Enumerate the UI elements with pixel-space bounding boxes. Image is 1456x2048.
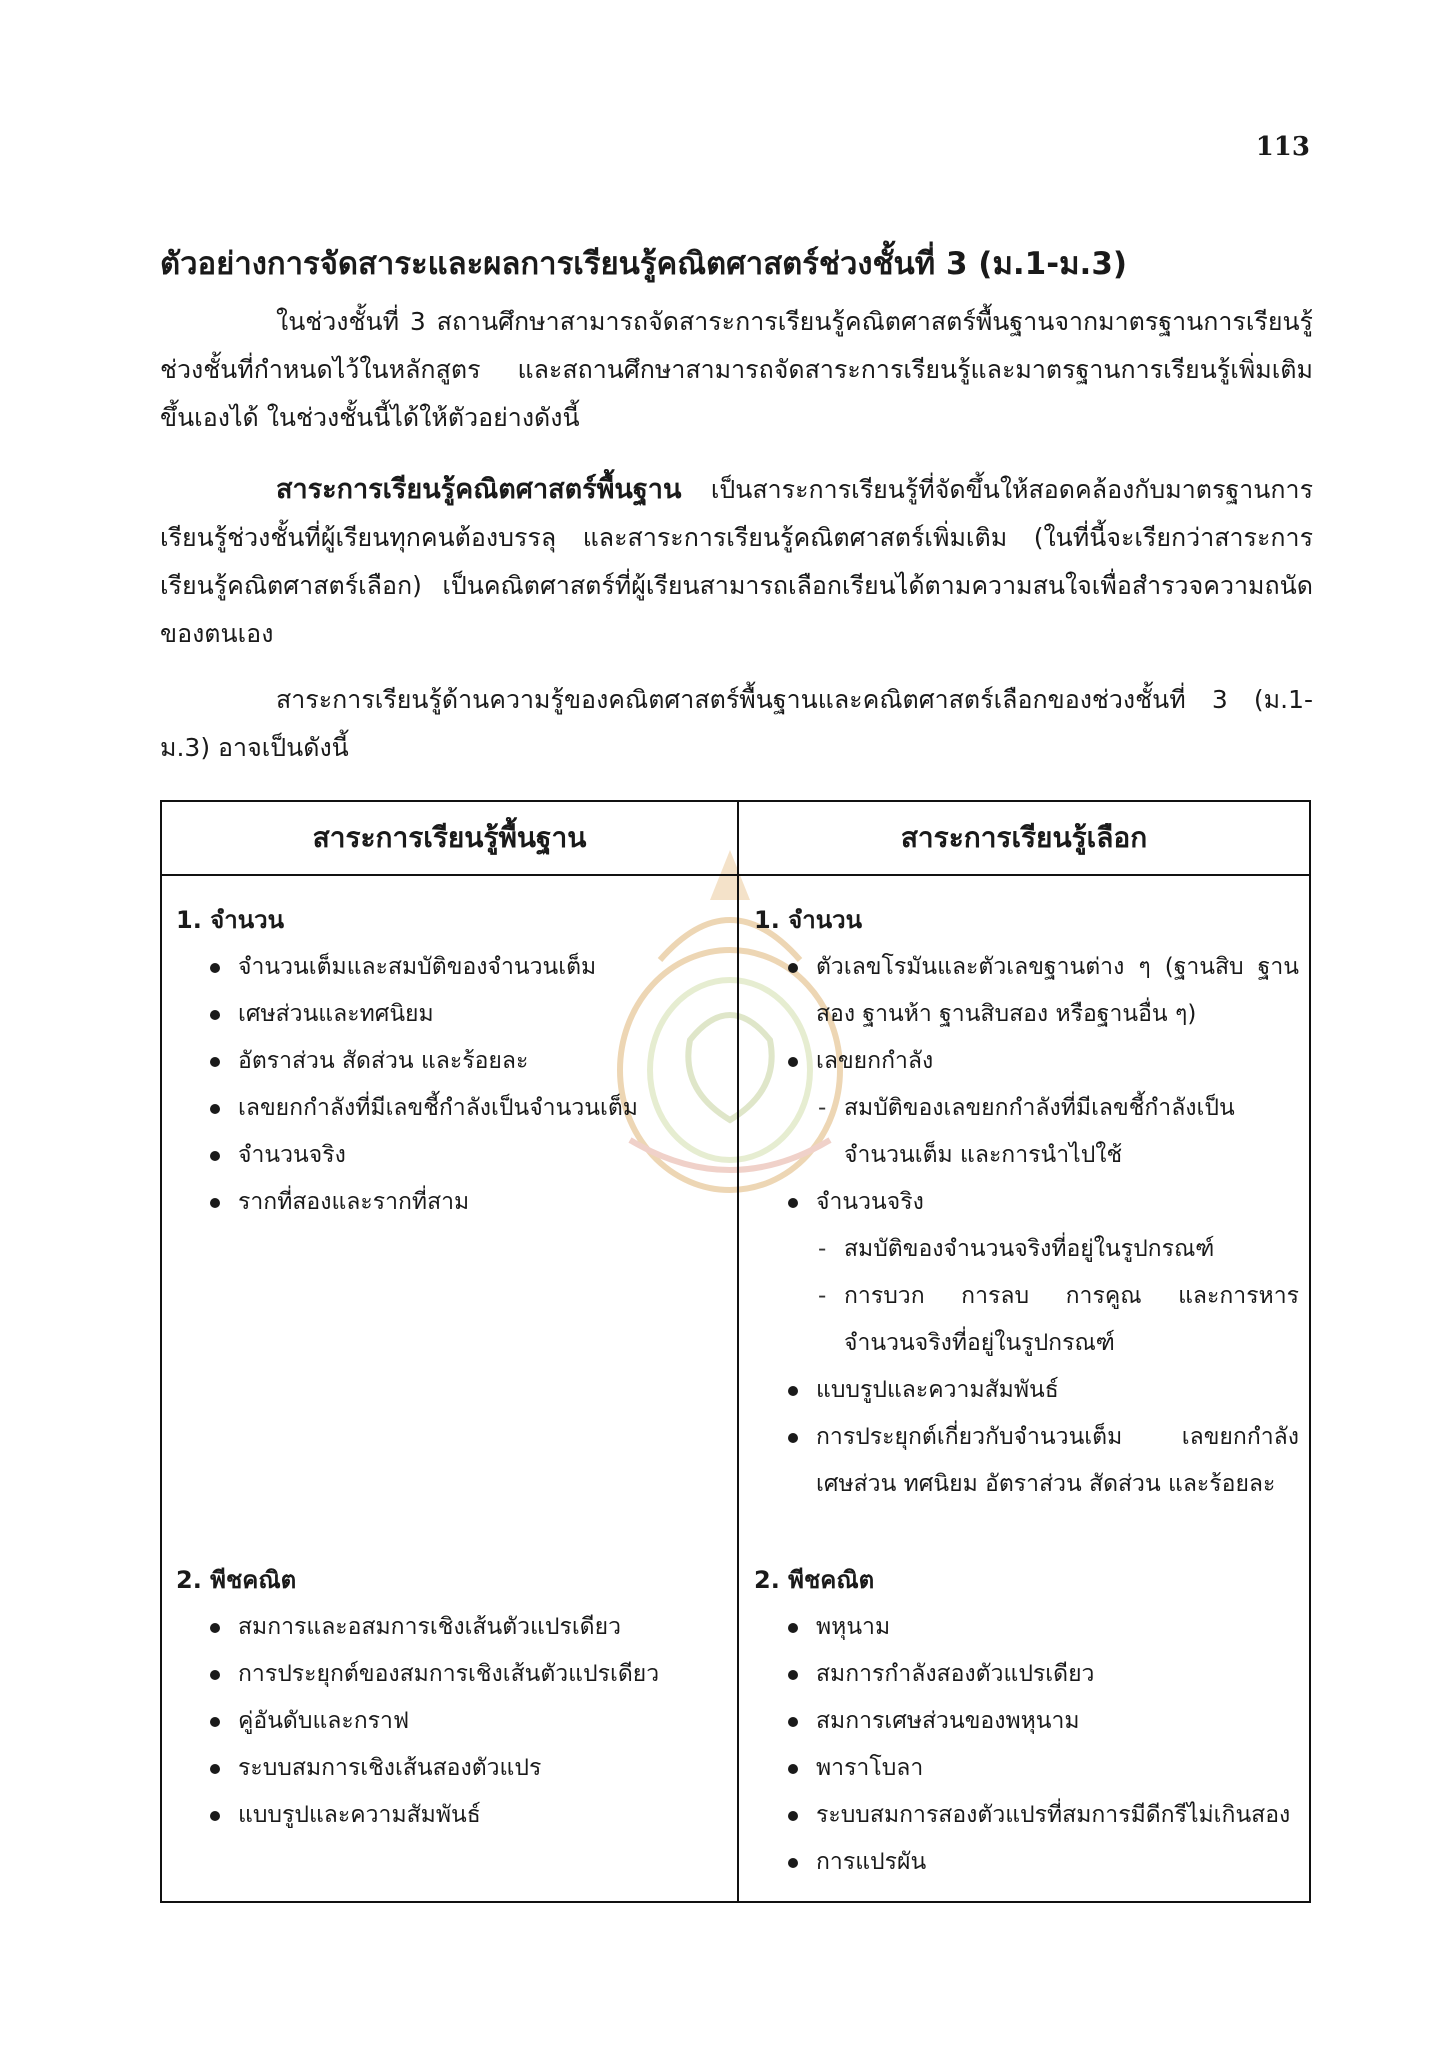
bullet-icon <box>788 1811 798 1821</box>
list-item: การประยุกต์ของสมการเชิงเส้นตัวแปรเดียว <box>176 1651 721 1698</box>
bullet-icon <box>788 963 798 973</box>
core-curriculum-term: สาระการเรียนรู้คณิตศาสตร์พื้นฐาน <box>276 474 682 505</box>
bullet-icon <box>210 963 220 973</box>
list-item: สมการกำลังสองตัวแปรเดียว <box>754 1651 1299 1698</box>
section-title: 1. จำนวน <box>754 906 862 934</box>
bullet-icon <box>210 1811 220 1821</box>
bullet-icon <box>210 1104 220 1114</box>
list-item: รากที่สองและรากที่สาม <box>176 1179 721 1226</box>
sub-item: - สมบัติของเลขยกกำลังที่มีเลขชี้กำลังเป็นจำนวนเต็ม และการนำไปใช้ <box>818 1095 1235 1168</box>
list-item: สมการและอสมการเชิงเส้นตัวแปรเดียว <box>176 1604 721 1651</box>
list-item: จำนวนจริง <box>176 1132 721 1179</box>
bullet-icon <box>788 1670 798 1680</box>
column-divider <box>737 802 739 1901</box>
bullet-icon <box>788 1858 798 1868</box>
list-item: จำนวนจริง <box>754 1179 1299 1226</box>
header-elective: สาระการเรียนรู้เลือก <box>900 821 1148 854</box>
core-curriculum-paragraph <box>160 466 1313 658</box>
bullet-icon <box>210 1623 220 1633</box>
table-intro-paragraph: สาระการเรียนรู้ด้านความรู้ของคณิตศาสตร์พื้นฐานและคณิตศาสตร์เลือกของช่วงชั้นที่ 3 (ม.1-ม.3) อาจเป็นดังนี้ <box>160 685 1313 762</box>
sub-item: - สมบัติของจำนวนจริงที่อยู่ในรูปกรณฑ์ <box>818 1236 1215 1262</box>
list-item: ระบบสมการสองตัวแปรที่สมการมีดีกรีไม่เกินสอง <box>754 1792 1299 1839</box>
bullet-icon <box>210 1010 220 1020</box>
list-item: ระบบสมการเชิงเส้นสองตัวแปร <box>176 1745 721 1792</box>
section-title: 2. พีชคณิต <box>754 1566 875 1594</box>
bullet-icon <box>210 1198 220 1208</box>
list-item: คู่อันดับและกราฟ <box>176 1698 721 1745</box>
list-item: ตัวเลขโรมันและตัวเลขฐานต่าง ๆ (ฐานสิบ ฐานสอง ฐานห้า ฐานสิบสอง หรือฐานอื่น ๆ) <box>754 944 1299 1038</box>
list-item: สมการเศษส่วนของพหุนาม <box>754 1698 1299 1745</box>
page-title: ตัวอย่างการจัดสาระและผลการเรียนรู้คณิตศาสตร์ช่วงชั้นที่ 3 (ม.1-ม.3) <box>160 246 1128 282</box>
list-item: การประยุกต์เกี่ยวกับจำนวนเต็ม เลขยกกำลัง เศษส่วน ทศนิยม อัตราส่วน สัดส่วน และร้อยละ <box>754 1414 1299 1508</box>
bullet-icon <box>788 1386 798 1396</box>
list-item: อัตราส่วน สัดส่วน และร้อยละ <box>176 1038 721 1085</box>
curriculum-table <box>160 800 1311 1903</box>
bullet-icon <box>788 1057 798 1067</box>
section-title: 2. พีชคณิต <box>176 1566 297 1594</box>
core-curriculum-description: เป็นสาระการเรียนรู้ที่จัดขึ้นให้สอดคล้องกับมาตรฐานการเรียนรู้ช่วงชั้นที่ผู้เรียนทุกคนต้องบรรลุ และสาระการเรียนรู้คณิตศาสตร์เพิ่มเติม (ในที่นี้จะเรียกว่าสาระการเรียนรู้คณิตศาสตร์เลือก) เป็นคณิตศาสตร์ที่ผู้เรียนสามารถเลือกเรียนได้ตามความสนใจเพื่อสำรวจความถนัดของตนเอง <box>160 475 1313 648</box>
bullet-icon <box>788 1198 798 1208</box>
bullet-icon <box>788 1433 798 1443</box>
bullet-icon <box>210 1151 220 1161</box>
core-algebra-section <box>176 1557 721 1839</box>
bullet-icon <box>788 1764 798 1774</box>
bullet-icon <box>210 1670 220 1680</box>
bullet-icon <box>788 1717 798 1727</box>
list-item: แบบรูปและความสัมพันธ์ <box>176 1792 721 1839</box>
list-item: จำนวนเต็มและสมบัติของจำนวนเต็ม <box>176 944 721 991</box>
header-core: สาระการเรียนรู้พื้นฐาน <box>312 821 587 854</box>
core-numbers-section <box>176 897 721 1226</box>
page-number: 113 <box>1255 132 1310 162</box>
section-title: 1. จำนวน <box>176 906 284 934</box>
header-divider <box>162 874 1309 876</box>
list-item: แบบรูปและความสัมพันธ์ <box>754 1367 1299 1414</box>
intro-paragraph: ในช่วงชั้นที่ 3 สถานศึกษาสามารถจัดสาระการเรียนรู้คณิตศาสตร์พื้นฐานจากมาตรฐานการเรียนรู้ช่วงชั้นที่กำหนดไว้ในหลักสูตร และสถานศึกษาสามารถจัดสาระการเรียนรู้และมาตรฐานการเรียนรู้เพิ่มเติมขึ้นเองได้ ในช่วงชั้นนี้ได้ให้ตัวอย่างดังนี้ <box>160 307 1313 432</box>
list-item: การแปรผัน <box>754 1839 1299 1886</box>
list-item: พหุนาม <box>754 1604 1299 1651</box>
list-item: เลขยกกำลัง <box>754 1038 1299 1085</box>
list-item: เลขยกกำลังที่มีเลขชี้กำลังเป็นจำนวนเต็ม <box>176 1085 721 1132</box>
bullet-icon <box>210 1057 220 1067</box>
sub-item: - การบวก การลบ การคูณ และการหารจำนวนจริงที่อยู่ในรูปกรณฑ์ <box>818 1283 1299 1356</box>
bullet-icon <box>788 1623 798 1633</box>
list-item: เศษส่วนและทศนิยม <box>176 991 721 1038</box>
elective-numbers-section <box>754 897 1299 1508</box>
bullet-icon <box>210 1717 220 1727</box>
elective-algebra-section <box>754 1557 1299 1886</box>
list-item: พาราโบลา <box>754 1745 1299 1792</box>
bullet-icon <box>210 1764 220 1774</box>
